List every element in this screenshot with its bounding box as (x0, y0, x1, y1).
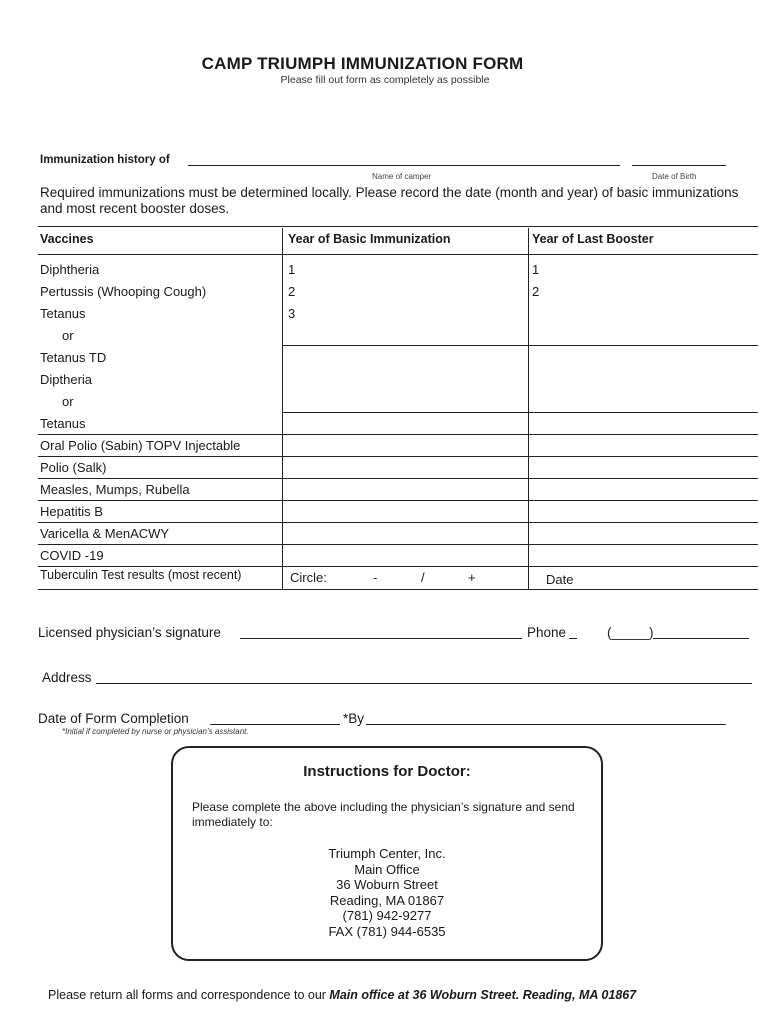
header-vaccines: Vaccines (40, 232, 94, 246)
vaccine-pertussis: Pertussis (Whooping Cough) (40, 284, 207, 299)
column-divider (282, 228, 283, 590)
vaccine-tetanus-td: Tetanus TD (40, 350, 107, 365)
tb-circle-label: Circle: (290, 570, 327, 585)
header-basic: Year of Basic Immunization (288, 232, 451, 246)
doctor-instructions-text: Please complete the above including the physician’s signature and send immediately to: (192, 800, 575, 829)
basic-slot-1[interactable]: 1 (288, 262, 296, 277)
phone-field[interactable] (653, 638, 749, 639)
dob-field[interactable] (632, 165, 726, 166)
row-divider (38, 500, 758, 501)
column-divider (528, 228, 529, 590)
footer-text: Please return all forms and correspondence to our (48, 988, 330, 1002)
name-caption: Name of camper (372, 172, 432, 181)
vaccine-varicella: Varicella & MenACWY (40, 526, 170, 541)
row-divider (38, 478, 758, 479)
vaccine-oral-polio: Oral Polio (Sabin) TOPV Injectable (40, 438, 241, 453)
physician-signature-field[interactable] (240, 638, 522, 639)
row-divider (38, 456, 758, 457)
by-label: *By (343, 711, 365, 726)
vaccine-mmr: Measles, Mumps, Rubella (40, 482, 190, 497)
phone-label: Phone (527, 625, 567, 640)
table-bottom-border (38, 589, 758, 590)
header-divider (38, 254, 758, 255)
vaccine-tetanus-row: Tetanus (40, 416, 86, 431)
footer-bold-address: Main office at 36 Woburn Street. Reading, MA 01867 (329, 988, 637, 1002)
or-label: or (62, 328, 74, 343)
physician-signature-label: Licensed physician’s signature (38, 625, 221, 640)
mailing-address (171, 846, 603, 939)
initial-note: *Initial if completed by nurse or physician’s assistant. (62, 727, 249, 736)
vaccine-hepatitis-b: Hepatitis B (40, 504, 103, 519)
vaccine-tetanus: Tetanus (40, 306, 86, 321)
dob-caption: Date of Birth (652, 172, 697, 181)
address-line: FAX (781) 944-6535 (328, 923, 446, 939)
row-divider (38, 566, 758, 567)
address-line: Main Office (354, 861, 420, 877)
booster-slot-1[interactable]: 1 (532, 262, 540, 277)
row-divider (38, 522, 758, 523)
group-divider (282, 345, 758, 346)
by-field[interactable] (366, 724, 726, 725)
history-label: Immunization history of (40, 154, 170, 166)
tb-label: Tuberculin Test results (most recent) (40, 568, 242, 582)
camper-name-field[interactable] (188, 165, 620, 166)
vaccine-covid: COVID -19 (40, 548, 104, 563)
address-field[interactable] (96, 683, 752, 684)
address-line: Triumph Center, Inc. (328, 846, 446, 861)
basic-slot-3[interactable]: 3 (288, 306, 296, 321)
footer (48, 988, 636, 1002)
vaccine-polio-salk: Polio (Salk) (40, 460, 107, 475)
instructions-text: Required immunizations must be determined locally. Please record the date (month and year) of basic immunizations and most recent booster doses. (40, 185, 739, 216)
form-title: CAMP TRIUMPH IMMUNIZATION FORM (201, 54, 524, 73)
phone-underline (569, 638, 577, 639)
header-booster: Year of Last Booster (532, 232, 654, 246)
vaccine-diphtheria: Diphtheria (40, 262, 100, 277)
form-subtitle: Please fill out form as completely as possible (280, 74, 490, 86)
or-label: or (62, 394, 74, 409)
table-top-border (38, 226, 758, 227)
tb-slash: / (421, 570, 425, 585)
row-divider (38, 434, 758, 435)
tb-minus[interactable]: - (373, 570, 378, 585)
vaccine-diptheria: Diptheria (40, 372, 93, 387)
basic-slot-2[interactable]: 2 (288, 284, 296, 299)
tb-plus[interactable]: + (468, 570, 476, 585)
booster-slot-2[interactable]: 2 (532, 284, 540, 299)
address-line: 36 Woburn Street (336, 877, 438, 892)
date-completion-label: Date of Form Completion (38, 711, 189, 726)
row-divider (38, 544, 758, 545)
tb-date-label: Date (546, 572, 574, 587)
address-label: Address (42, 670, 92, 685)
group-divider (282, 412, 758, 413)
doctor-instructions-title: Instructions for Doctor: (303, 763, 471, 780)
address-line: Reading, MA 01867 (329, 892, 445, 908)
phone-area-code[interactable]: (_____) (607, 625, 654, 640)
address-line: (781) 942-9277 (342, 908, 432, 923)
date-completion-field[interactable] (210, 724, 340, 725)
